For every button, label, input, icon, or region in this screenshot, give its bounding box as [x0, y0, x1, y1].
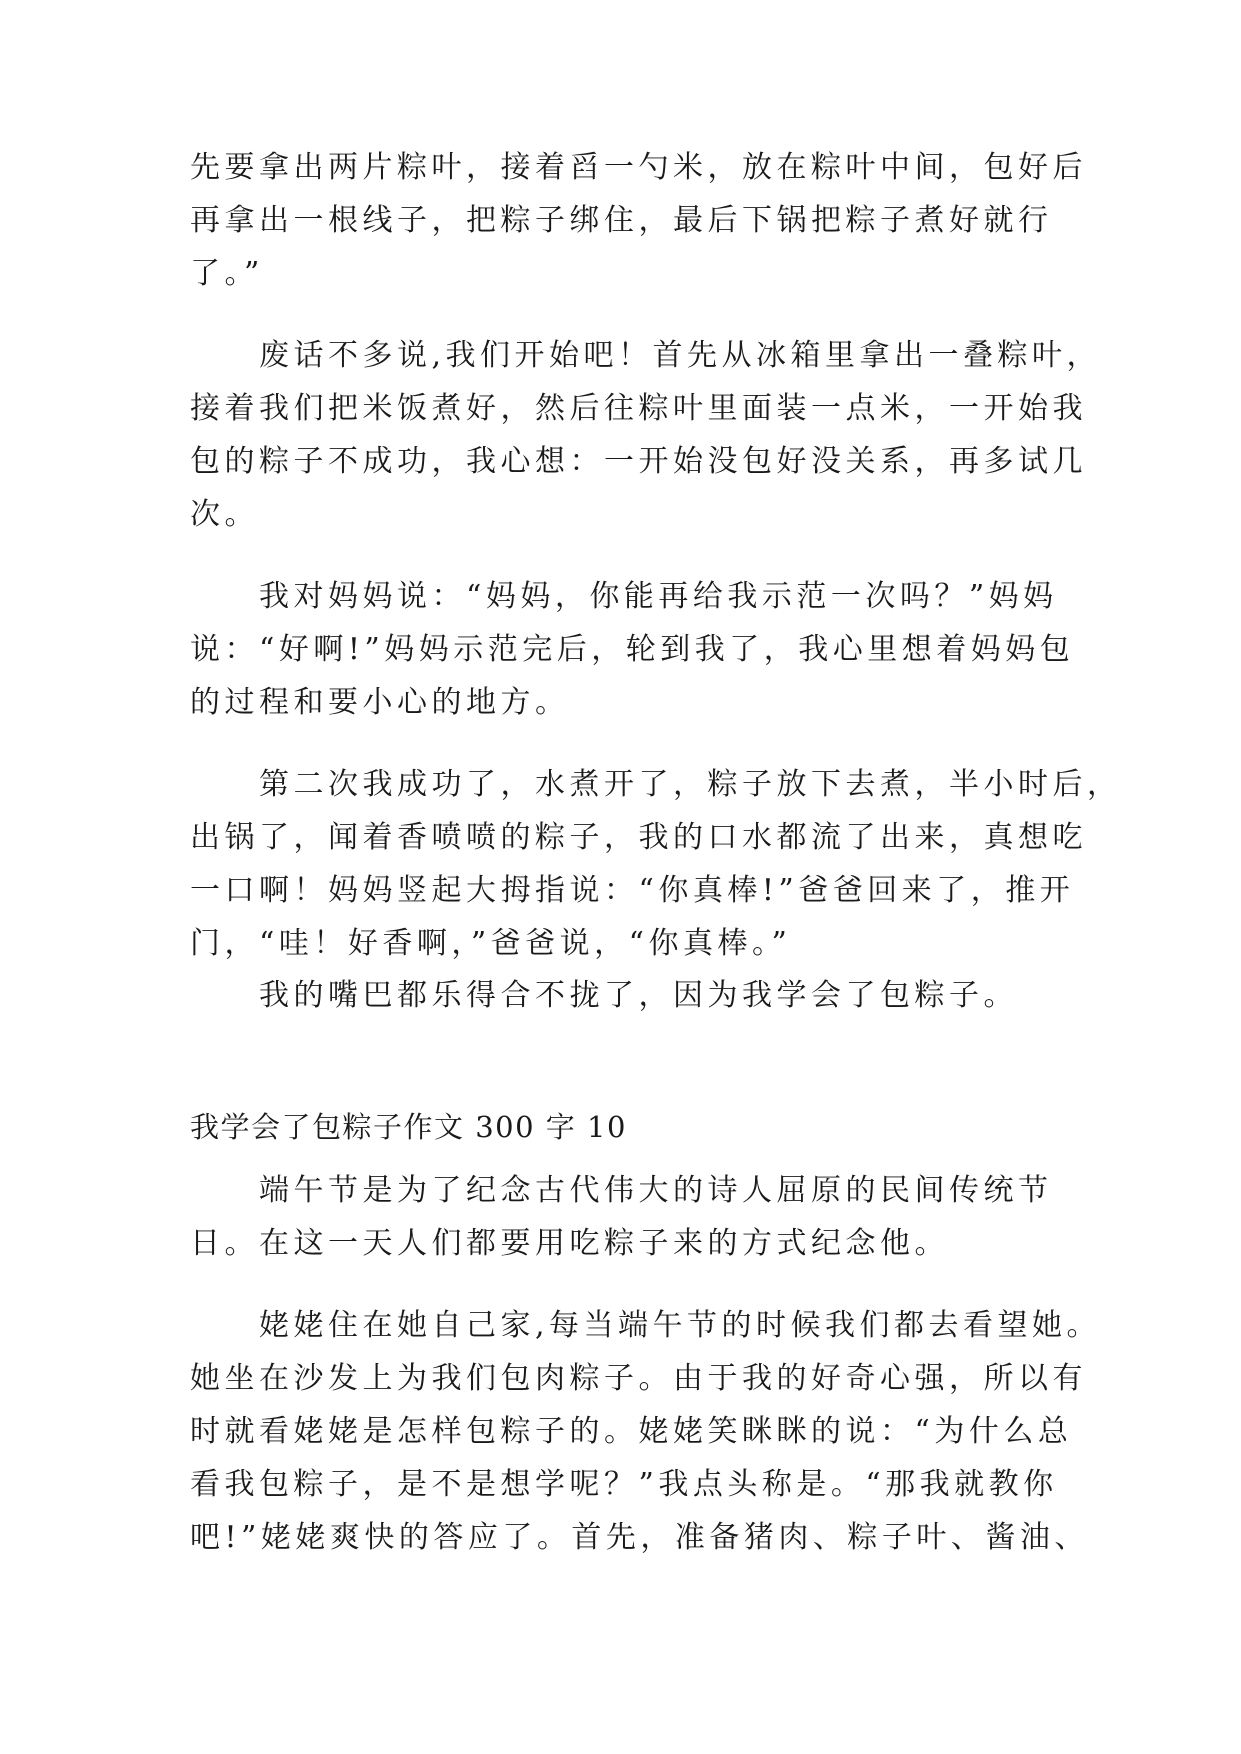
text-line: 端午节是为了纪念古代伟大的诗人屈原的民间传统节: [190, 1173, 1053, 1208]
text-line: 第二次我成功了，水煮开了，粽子放下去煮，半小时后，: [190, 767, 1122, 802]
text-line: 姥姥住在她自己家,每当端午节的时候我们都去看望她。: [190, 1308, 1102, 1343]
text-line: 她坐在沙发上为我们包肉粽子。由于我的好奇心强，所以有: [190, 1361, 1087, 1396]
section-heading: 我学会了包粽子作文 300 字 10: [190, 1110, 627, 1144]
text-line: 说：“好啊!”妈妈示范完后，轮到我了，我心里想着妈妈包: [190, 632, 1075, 667]
text-line: 包的粽子不成功，我心想：一开始没包好没关系，再多试几: [190, 444, 1087, 479]
text-line: 我对妈妈说：“妈妈，你能再给我示范一次吗？”妈妈: [190, 579, 1058, 614]
text-line: 看我包粽子，是不是想学呢？”我点头称是。“那我就教你: [190, 1467, 1058, 1502]
text-line: 吧!”姥姥爽快的答应了。首先，准备猪肉、粽子叶、酱油、: [190, 1520, 1089, 1555]
text-line: 门，“哇！好香啊，”爸爸说，“你真棒。”: [190, 926, 792, 961]
text-line: 次。: [190, 497, 259, 532]
text-line: 出锅了，闻着香喷喷的粽子，我的口水都流了出来，真想吃: [190, 820, 1087, 855]
text-line: 再拿出一根线子，把粽子绑住，最后下锅把粽子煮好就行: [190, 203, 1053, 238]
text-line: 先要拿出两片粽叶，接着舀一勺米，放在粽叶中间，包好后: [190, 150, 1087, 185]
text-line: 时就看姥姥是怎样包粽子的。姥姥笑眯眯的说：“为什么总: [190, 1414, 1073, 1449]
text-line: 我的嘴巴都乐得合不拢了，因为我学会了包粽子。: [190, 978, 1018, 1013]
text-line: 了。”: [190, 256, 264, 291]
text-line: 废话不多说,我们开始吧！首先从冰箱里拿出一叠粽叶，: [190, 338, 1102, 373]
text-line: 一口啊！妈妈竖起大拇指说：“你真棒!”爸爸回来了，推开: [190, 873, 1075, 908]
text-line: 接着我们把米饭煮好，然后往粽叶里面装一点米，一开始我: [190, 391, 1087, 426]
text-line: 日。在这一天人们都要用吃粽子来的方式纪念他。: [190, 1226, 949, 1261]
text-line: 的过程和要小心的地方。: [190, 685, 570, 720]
